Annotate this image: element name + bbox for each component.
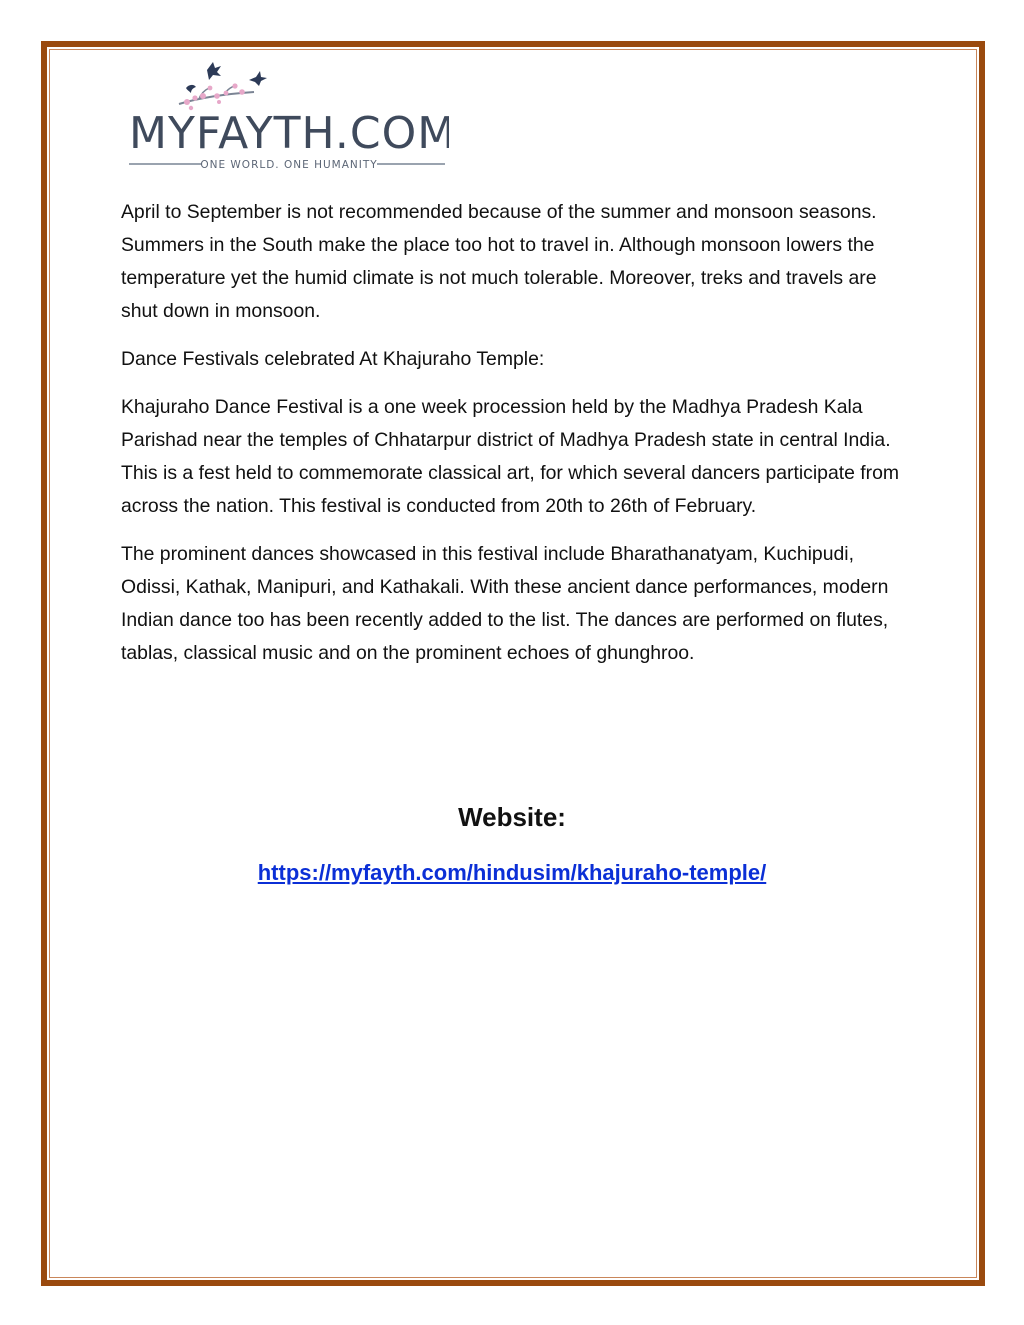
website-link-container [0, 858, 1024, 888]
website-heading: Website: [458, 802, 566, 832]
myfayth-logo [129, 58, 449, 178]
myfayth-logo-graphic [129, 58, 449, 178]
paragraph-khajuraho-dance-festival: Khajuraho Dance Festival is a one week procession held by the Madhya Pradesh Kala Parishad near the temples of Chhatarpur district of Madhya Pradesh state in central India. This is a fest held to commemorate classical art, for which several dancers participate from across the nation. This festival is conducted from 20th to 26th of February. [121, 396, 900, 517]
article-body [121, 196, 911, 685]
logo-tagline: ONE WORLD. ONE HUMANITY [200, 159, 378, 171]
bird-icon [186, 62, 267, 93]
paragraph-dance-festivals-heading: Dance Festivals celebrated At Khajuraho Temple: [121, 348, 545, 370]
paragraph-prominent-dances: The prominent dances showcased in this festival include Bharathanatyam, Kuchipudi, Odissi, Kathak, Manipuri, and Kathakali. With these ancient dance performances, modern Indian dance too has been recently added to the list. The dances are performed on flutes, tablas, classical music and on the prominent echoes of ghunghroo. [121, 543, 889, 664]
paragraph-travel-season: April to September is not recommended because of the summer and monsoon seasons. Summers in the South make the place too hot to travel in. Although monsoon lowers the temperature yet the humid climate is not much tolerable. Moreover, treks and travels are shut down in monsoon. [121, 201, 877, 322]
website-link[interactable]: https://myfayth.com/hindusim/khajuraho-temple/ [257, 860, 767, 885]
logo-wordmark: MYFAYTH.COM [129, 108, 449, 159]
